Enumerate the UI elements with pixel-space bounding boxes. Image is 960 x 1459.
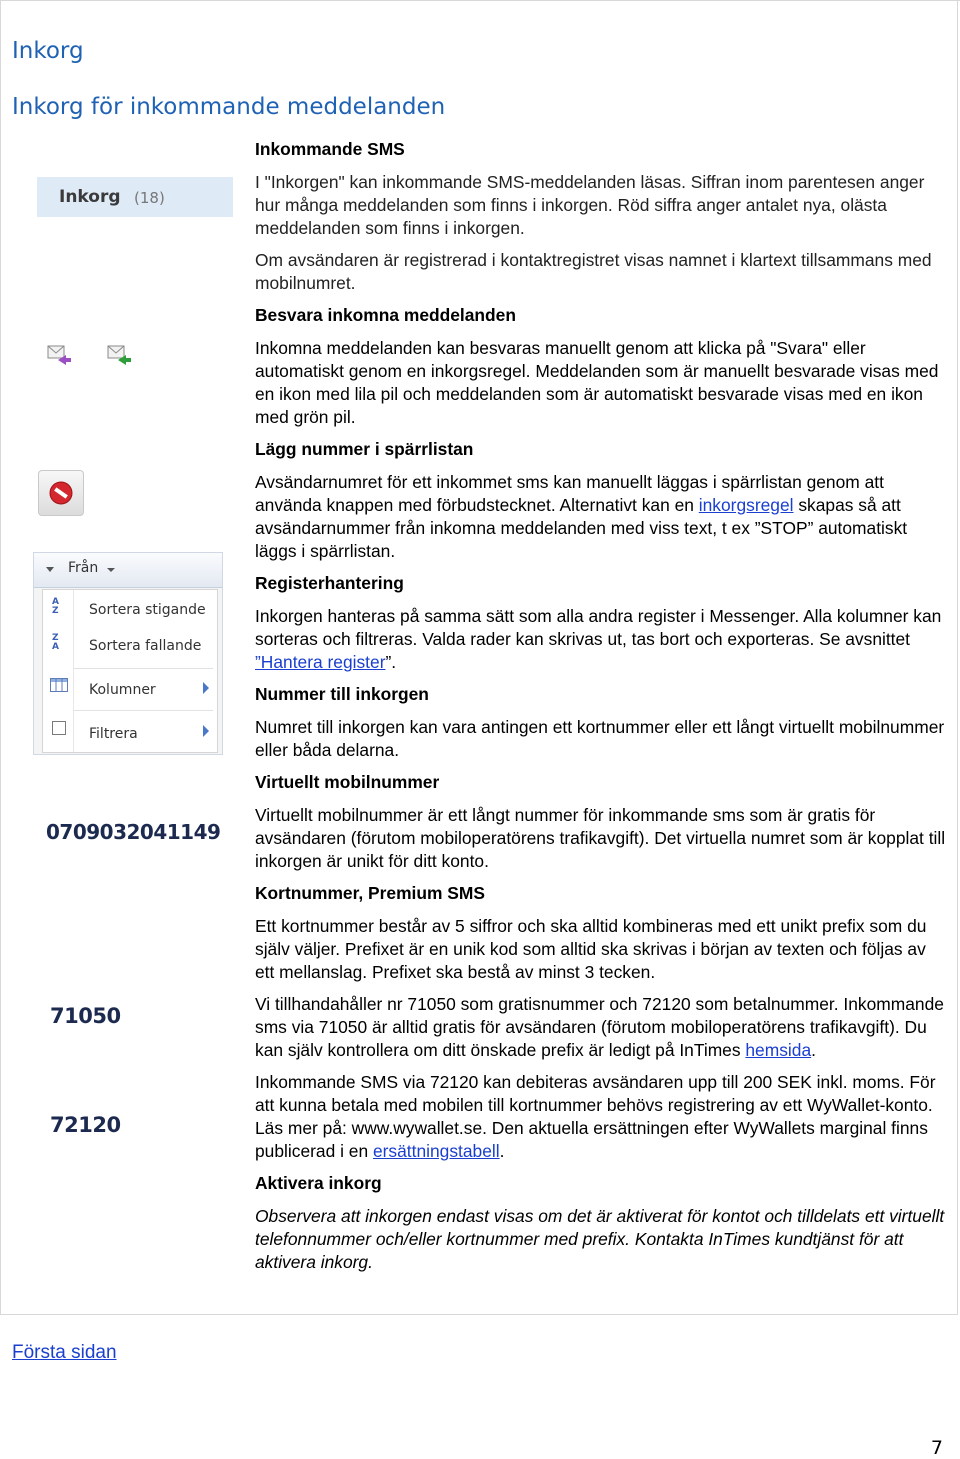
sort-descending-icon: Z A (52, 633, 59, 652)
website-link[interactable]: hemsida (745, 1040, 812, 1060)
page-subtitle: Inkorg för inkommande meddelanden (12, 94, 446, 120)
menu-item-columns: Kolumner (89, 682, 156, 698)
manage-register-link[interactable]: ”Hantera register (255, 652, 386, 672)
manual-reply-purple-arrow-icon (46, 343, 72, 365)
incoming-paragraph-2: Om avsändaren är registrerad i kontaktregistret visas namnet i klartext tillsammans med mobilnumret. (255, 250, 932, 293)
submenu-arrow-icon (203, 682, 209, 694)
column-menu-list (42, 589, 218, 753)
heading-blocklist: Lägg nummer i spärrlistan (255, 439, 474, 459)
heading-incoming-sms: Inkommande SMS (255, 139, 405, 159)
checkbox-icon (52, 721, 66, 735)
sort-ascending-icon: A Z (52, 597, 59, 616)
activate-paragraph: Observera att inkorgen endast visas om det är aktiverat för kontot och tilldelats ett virtuellt telefonnummer och/eller kortnummer med prefix. Kontakta InTimes kundtjänst för att aktivera inkorg. (255, 1206, 945, 1272)
reply-paragraph: Inkomna meddelanden kan besvaras manuellt genom att klicka på "Svara" eller automatiskt genom en inkorgsregel. Meddelanden som är manuellt besvarade visas med en ikon med lila pil och meddelanden som är automatiskt besvarade visas med en ikon med grön pil. (255, 338, 939, 427)
menu-item-filter: Filtrera (89, 726, 138, 742)
columns-icon (50, 678, 68, 692)
menu-icon-divider (73, 590, 74, 752)
short-number-paragraph-3 (255, 1071, 947, 1163)
blocklist-paragraph (255, 471, 947, 563)
inbox-rule-link[interactable]: inkorgsregel (698, 495, 794, 515)
block-button-illustration (38, 470, 84, 516)
menu-separator (73, 710, 213, 711)
short-number-paragraph-2 (255, 993, 947, 1062)
column-header (34, 553, 222, 588)
sort-caret-icon (107, 568, 115, 572)
incoming-paragraph-1: I "Inkorgen" kan inkommande SMS-meddelanden läsas. Siffran inom parentesen anger hur många meddelanden som finns i inkorgen. Röd siffra anger antalet nya, olästa meddelanden som finns i inkorgen. (255, 172, 925, 238)
first-page-link[interactable]: Första sidan (12, 1342, 117, 1363)
menu-item-sort-ascending: Sortera stigande (89, 602, 206, 618)
inbox-tab-label: Inkorg (59, 187, 121, 207)
register-text-1: Inkorgen hanteras på samma sätt som alla andra register i Messenger. Alla kolumner kan sorteras och filtreras. Valda rader kan skrivas ut, tas bort och exporteras. Se avsnittet (255, 606, 942, 649)
heading-register: Registerhantering (255, 573, 404, 593)
inbox-number-paragraph: Numret till inkorgen kan vara antingen ett kortnummer eller ett långt virtuellt mobilnummer eller båda delarna. (255, 717, 945, 760)
short-number-paid-illustration: 72120 (50, 1113, 121, 1137)
heading-virtual-number: Virtuellt mobilnummer (255, 772, 440, 792)
menu-item-sort-descending: Sortera fallande (89, 638, 202, 654)
inbox-tab-illustration (37, 177, 233, 217)
prohibition-icon (39, 471, 83, 515)
short-number-text-3: Inkommande SMS via 72120 kan debiteras avsändaren upp till 200 SEK inkl. moms. För att kunna betala med mobilen till kortnummer behövs registrering av ett WyWallet-konto. Läs mer på: www.wywallet.se. Den aktuella ersättningen efter WyWallets marginal finns publicerad i en (255, 1072, 936, 1161)
heading-inbox-number: Nummer till inkorgen (255, 684, 429, 704)
auto-reply-green-arrow-icon (106, 343, 132, 365)
submenu-arrow-icon (203, 725, 209, 737)
compensation-table-link[interactable]: ersättningstabell (372, 1141, 500, 1161)
virtual-number-paragraph: Virtuellt mobilnummer är ett långt nummer för inkommande sms som är gratis för avsändaren (förutom mobiloperatörens trafikavgift). Det virtuella numret som är kopplat till inkorgen är unikt för ditt konto. (255, 805, 946, 871)
menu-separator (73, 668, 213, 669)
blocklist-text-1: Avsändarnumret för ett inkommet sms kan manuellt läggas i spärrlistan genom att använda knappen med förbudstecknet. Alternativt kan en (255, 472, 884, 515)
caret-down-icon (46, 567, 54, 572)
page-title: Inkorg (12, 38, 84, 64)
heading-activate: Aktivera inkorg (255, 1173, 382, 1193)
column-menu-illustration (33, 552, 223, 755)
heading-reply: Besvara inkomna meddelanden (255, 305, 516, 325)
register-paragraph (255, 605, 947, 674)
blocklist-text-2: skapas så att avsändarnummer från inkomna meddelanden med viss text, t ex ”STOP” automatiskt läggs i spärrlistan. (255, 495, 908, 561)
register-text-2: ”. (385, 652, 397, 672)
heading-short-number: Kortnummer, Premium SMS (255, 883, 485, 903)
short-number-paragraph-1: Ett kortnummer består av 5 siffror och ska alltid kombineras med ett unikt prefix som du själv väljer. Prefixet är en unik kod som alltid ska skrivas i början av texten och följas av ett mellanslag. Prefixet ska bestå av minst 3 tecken. (255, 916, 927, 982)
short-number-text-2: . (811, 1040, 816, 1060)
column-header-label: Från (68, 560, 99, 576)
inbox-tab-count: (18) (134, 189, 165, 207)
main-content (255, 138, 947, 1283)
virtual-number-illustration: 0709032041149 (46, 820, 221, 844)
short-number-text-1: Vi tillhandahåller nr 71050 som gratisnummer och 72120 som betalnummer. Inkommande sms via 71050 är alltid gratis för avsändaren (förutom mobiloperatörens trafikavgift). Du kan själv kontrollera om ditt önskade prefix är ledigt på InTimes (255, 994, 944, 1060)
short-number-text-4: . (499, 1141, 505, 1161)
short-number-free-illustration: 71050 (50, 1004, 121, 1028)
page-number: 7 (930, 1437, 943, 1459)
